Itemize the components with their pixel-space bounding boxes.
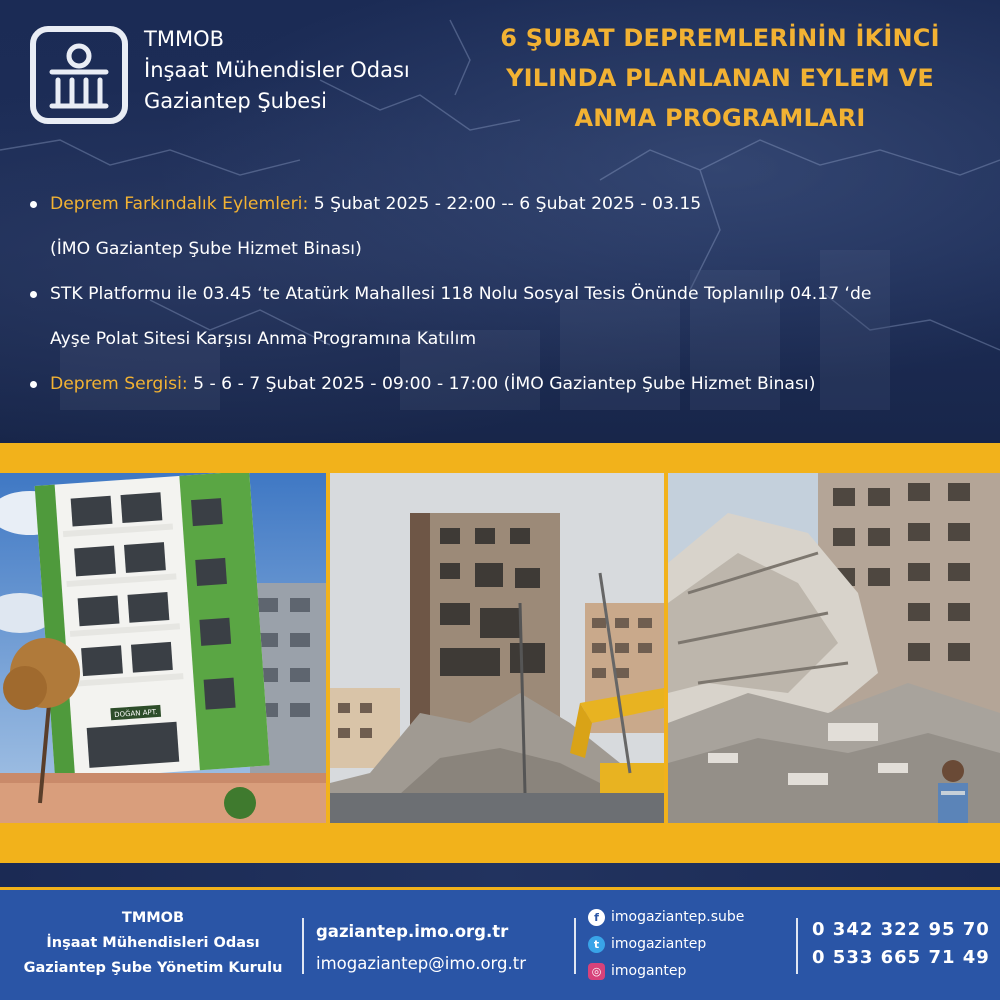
org-name-line: Gaziantep Şubesi — [144, 89, 328, 113]
social-handle: imogantep — [611, 963, 687, 979]
photo-tilted-building-image — [0, 473, 326, 823]
instagram-icon: ◎ — [588, 963, 605, 980]
footer-divider — [574, 918, 576, 974]
org-name-block — [144, 24, 410, 117]
title-line: YILINDA PLANLANAN EYLEM VE — [506, 64, 934, 92]
event-label: Deprem Farkındalık Eylemleri: — [50, 194, 309, 214]
photo-collapsed-building-image — [668, 473, 1000, 823]
header-section — [0, 0, 1000, 443]
bullet-icon — [30, 381, 37, 388]
photo-collapsed-building — [668, 473, 1000, 823]
footer-org-line: İnşaat Mühendisleri Odası — [46, 935, 260, 951]
event-item — [30, 272, 990, 317]
footer-contact-block — [316, 916, 526, 980]
org-name-line: İnşaat Mühendisler Odası — [144, 58, 410, 82]
event-item — [30, 362, 990, 407]
event-text: STK Platformu ile 03.45 ‘te Atatürk Mahallesi 118 Nolu Sosyal Tesis Önünde Toplanılıp 04.17 ‘de — [50, 284, 872, 304]
bullet-icon — [30, 291, 37, 298]
phone-block — [812, 916, 990, 972]
event-label: Deprem Sergisi: — [50, 374, 188, 394]
social-row-twitter[interactable] — [588, 931, 744, 958]
event-list — [30, 182, 990, 407]
social-handle: imogaziantep.sube — [611, 909, 745, 925]
footer-divider — [796, 918, 798, 974]
facebook-icon: f — [588, 909, 605, 926]
event-continuation: Ayşe Polat Sitesi Karşısı Anma Programına Katılım — [50, 329, 477, 349]
imo-logo-mark — [36, 32, 122, 118]
social-row-instagram[interactable] — [588, 958, 744, 985]
phone-number[interactable]: 0 342 322 95 70 — [812, 919, 990, 940]
photo-tilted-building — [0, 473, 326, 823]
bullet-icon — [30, 201, 37, 208]
social-block — [588, 904, 744, 985]
event-continuation: (İMO Gaziantep Şube Hizmet Binası) — [50, 239, 362, 259]
photo-collapsed-tower-image — [330, 473, 664, 823]
phone-number[interactable]: 0 533 665 71 49 — [812, 947, 990, 968]
twitter-icon: t — [588, 936, 605, 953]
building-sign: DOĞAN APT. — [113, 708, 158, 720]
photo-collapsed-tower — [330, 473, 664, 823]
imo-logo — [30, 26, 128, 124]
title-line: ANMA PROGRAMLARI — [574, 104, 866, 132]
footer — [0, 887, 1000, 1000]
footer-org-line: TMMOB — [121, 910, 185, 926]
email-link[interactable]: imogaziantep@imo.org.tr — [316, 954, 527, 973]
social-row-facebook[interactable] — [588, 904, 744, 931]
social-handle: imogaziantep — [611, 936, 707, 952]
footer-org-block — [10, 906, 296, 981]
event-text: 5 Şubat 2025 - 22:00 -- 6 Şubat 2025 - 03.15 — [308, 194, 702, 214]
footer-top-strip — [0, 863, 1000, 887]
page-title — [480, 18, 960, 138]
org-name-line: TMMOB — [144, 27, 225, 51]
website-link[interactable]: gaziantep.imo.org.tr — [316, 922, 509, 941]
title-line: 6 ŞUBAT DEPREMLERİNİN İKİNCİ — [500, 24, 940, 52]
footer-divider — [302, 918, 304, 974]
event-item — [30, 182, 990, 227]
footer-org-line: Gaziantep Şube Yönetim Kurulu — [23, 960, 283, 976]
event-text: 5 - 6 - 7 Şubat 2025 - 09:00 - 17:00 (İMO Gaziantep Şube Hizmet Binası) — [187, 374, 816, 394]
